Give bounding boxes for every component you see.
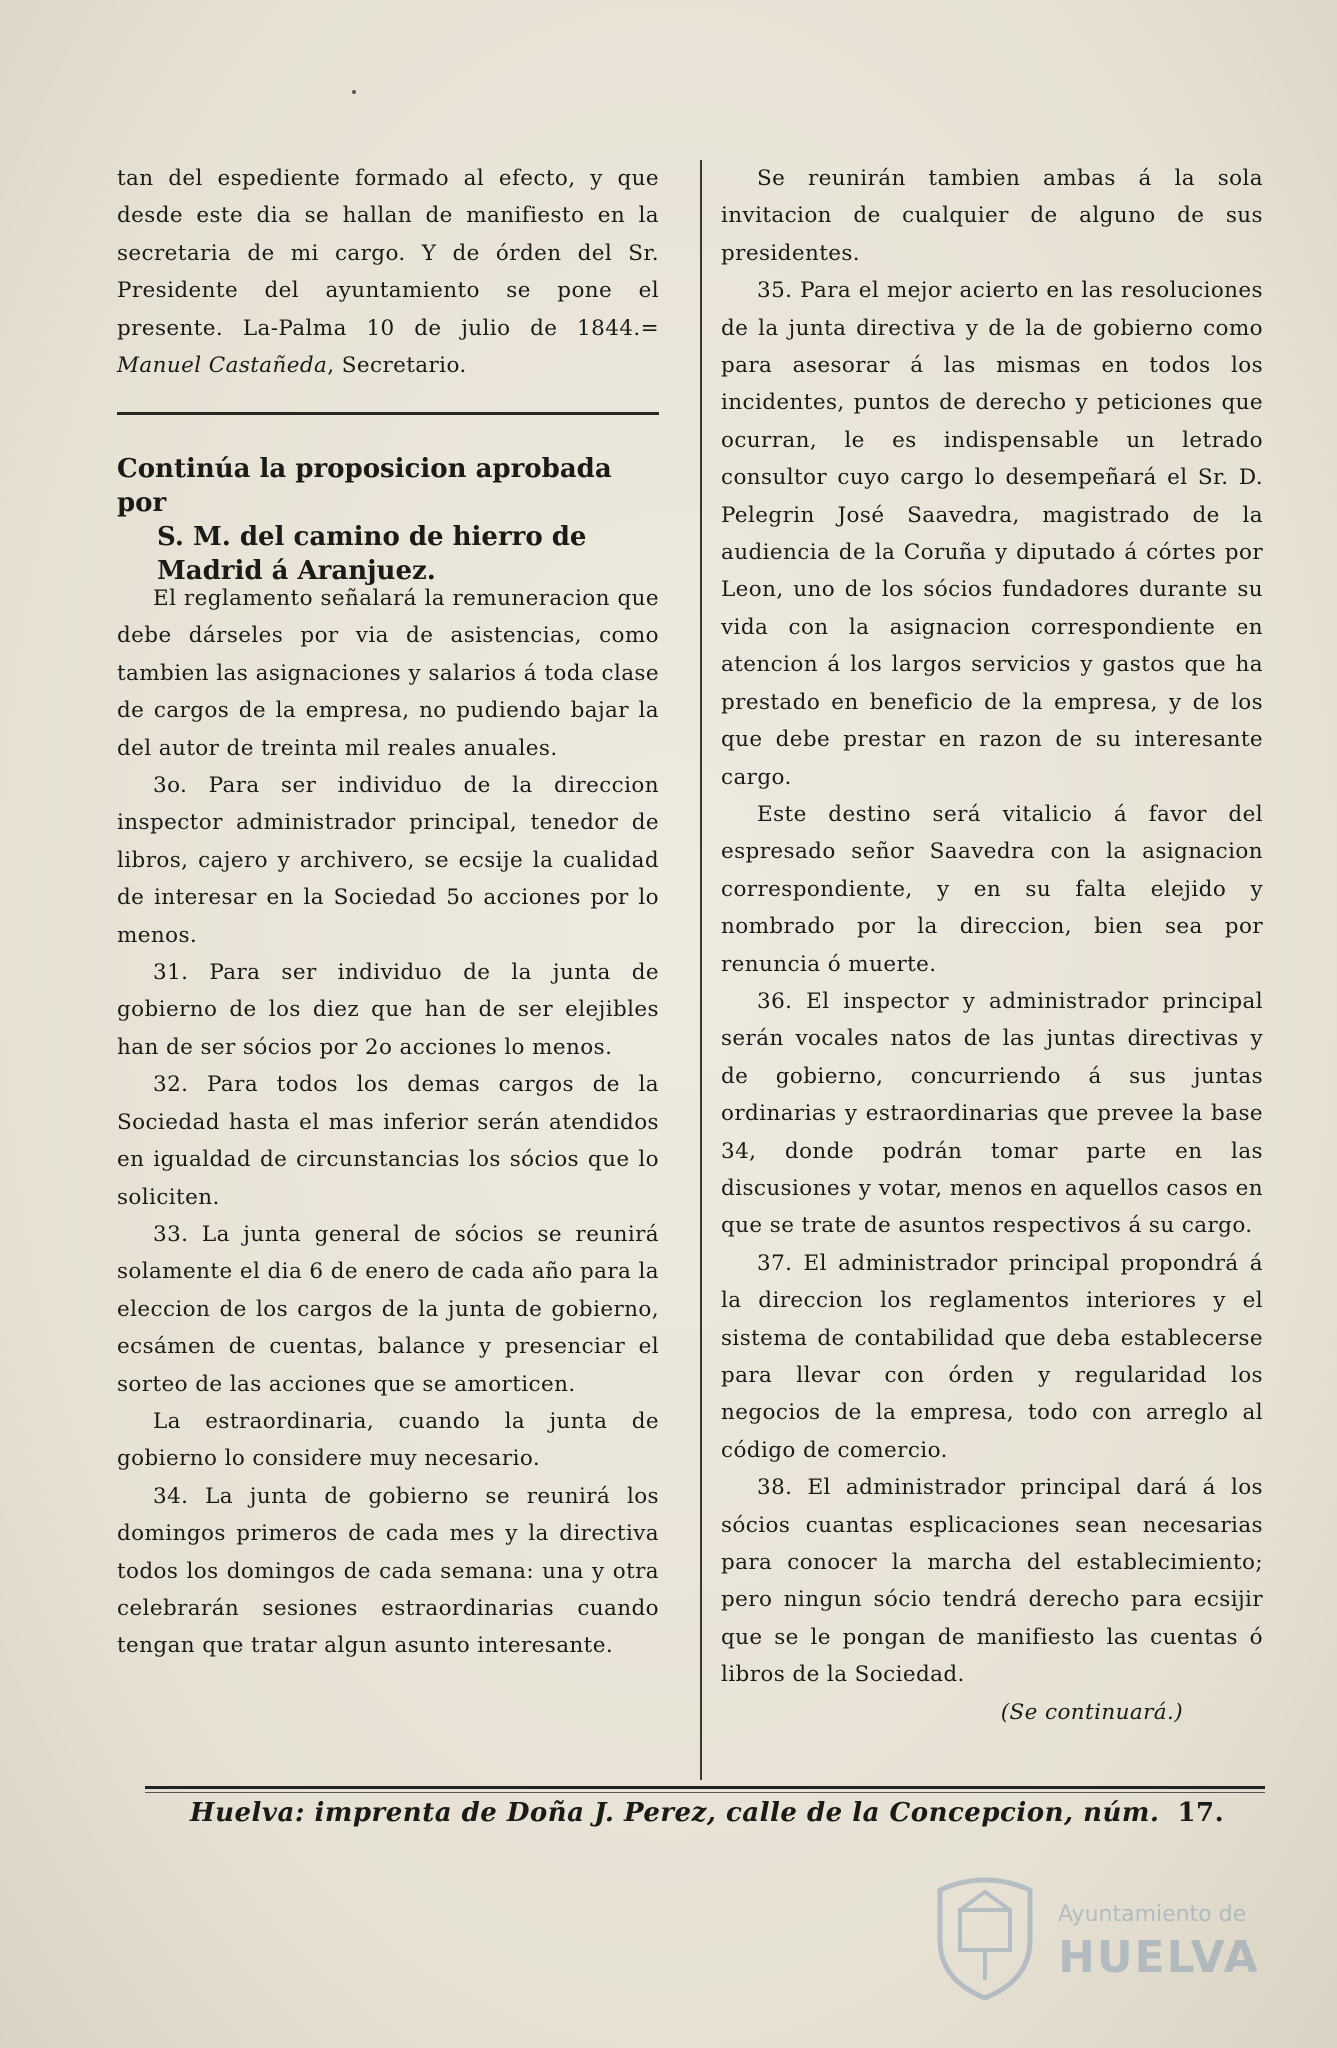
footer-rule — [145, 1786, 1265, 1789]
continues-note: (Se continuará.) — [1000, 1699, 1183, 1725]
section-rule — [117, 412, 659, 415]
opening-paragraph — [117, 160, 659, 384]
paragraph-34: 34. La junta de gobierno se reunirá los domingos primeros de cada mes y la directiva todos los domingos de cada semana: una y otra celebrarán sesiones estraordinarias cuando tengan que tratar algun asunto interesante. — [117, 1483, 659, 1659]
left-column-body — [117, 580, 659, 1665]
paragraph-31: 31. Para ser individuo de la junta de gobierno de los diez que han de ser elejibles han de ser sócios por 2o acciones lo menos. — [117, 960, 659, 1060]
paragraph-38: 38. El administrador principal dará á los sócios cuantas esplicaciones sean necesarias para conocer la marcha del establecimiento; pero ningun sócio tendrá derecho para ecsijir que se le pongan de manifiesto las cuentas ó libros de la Sociedad. — [721, 1475, 1263, 1688]
footer-rule-thin — [145, 1792, 1265, 1793]
paragraph-30: 3o. Para ser individuo de la direccion inspector administrador principal, tenedor de libros, cajero y archivero, se ecsije la cualidad de interesar en la Sociedad 5o acciones por lo menos. — [117, 773, 659, 948]
heading-line-2: S. M. del camino de hierro de — [157, 522, 587, 552]
paragraph-cont: Se reunirán tambien ambas á la sola invitacion de cualquier de alguno de sus presidentes. — [721, 166, 1263, 266]
paragraph: El reglamento señalará la remuneracion que debe dárseles por via de asistencias, como tambien las asignaciones y salarios á toda clase de cargos de la empresa, no pudiendo bajar la del autor de treinta mil reales anuales. — [117, 586, 659, 761]
paragraph-35: 35. Para el mejor acierto en las resoluciones de la junta directiva y de la de gobierno como para asesorar á las mismas en todos los incidentes, puntos de derecho y peticiones que ocurran, le es indispensable un letrado consultor cuyo cargo lo desempeñará el Sr. D. Pelegrin José Saavedra, magistrado de la audiencia de la Coruña y diputado á córtes por Leon, uno de los sócios fundadores durante su vida con la asignacion correspondiente en atencion á los largos servicios y gastos que ha prestado en beneficio de la empresa, y de los que debe prestar en razon de su interesante cargo. — [721, 278, 1263, 790]
secretary-name: Manuel Castañeda — [117, 353, 328, 379]
ink-speck — [352, 90, 356, 94]
paragraph-37: 37. El administrador principal propondrá á la direccion los reglamentos interiores y el sistema de contabilidad que deba establecerse para llevar con órden y regularidad los negocios de la empresa, todo con arreglo al código de comercio. — [721, 1250, 1263, 1463]
paragraph-33: 33. La junta general de sócios se reunirá solamente el dia 6 de enero de cada año para la eleccion de los cargos de la junta de gobierno, ecsámen de cuentas, balance y presenciar el sorteo de las acciones que se amorticen. — [117, 1221, 659, 1397]
section-heading — [117, 452, 659, 588]
left-column — [117, 160, 659, 384]
right-column — [721, 160, 1263, 1731]
paragraph-35-note: Este destino será vitalicio á favor del espresado señor Saavedra con la asignacion correspondiente, y en su falta elejido y nombrado por la direccion, bien sea por renuncia ó muerte. — [721, 801, 1263, 977]
watermark-line-1: Ayuntamiento de — [1058, 1902, 1247, 1927]
page-number: 17. — [1177, 1798, 1225, 1828]
paragraph-32: 32. Para todos los demas cargos de la Sociedad hasta el mas inferior serán atendidos en igualdad de circunstancias los sócios que lo soliciten. — [117, 1072, 659, 1210]
paragraph-36: 36. El inspector y administrador principal serán vocales natos de las juntas directivas y de gobierno, concurriendo á sus juntas ordinarias y estraordinarias que prevee la base 34, donde podrán tomar parte en las discusiones y votar, menos en aquellos casos en que se trate de asuntos respectivos á su cargo. — [721, 988, 1263, 1239]
secretary-title: , Secretario. — [327, 353, 467, 379]
paragraph-33-note: La estraordinaria, cuando la junta de gobierno lo considere muy necesario. — [117, 1408, 659, 1472]
footer-imprint — [190, 1798, 1224, 1828]
imprint-text: Huelva: imprenta de Doña J. Perez, calle de la Concepcion, núm. — [190, 1798, 1160, 1828]
watermark-line-2: HUELVA — [1058, 1932, 1260, 1983]
heading-line-1: Continúa la proposicion aprobada por — [117, 454, 612, 518]
heading-line-3: Madrid á Aranjuez. — [157, 556, 436, 586]
archive-watermark — [930, 1860, 1260, 2010]
column-divider — [700, 160, 702, 1780]
coat-of-arms-icon — [930, 1870, 1040, 2000]
opening-text: tan del espediente formado al efecto, y que desde este dia se hallan de manifiesto en la secretaria de mi cargo. Y de órden del Sr. Presidente del ayuntamiento se pone el presente. La-Palma 10 de julio de 1844.= — [117, 166, 659, 341]
